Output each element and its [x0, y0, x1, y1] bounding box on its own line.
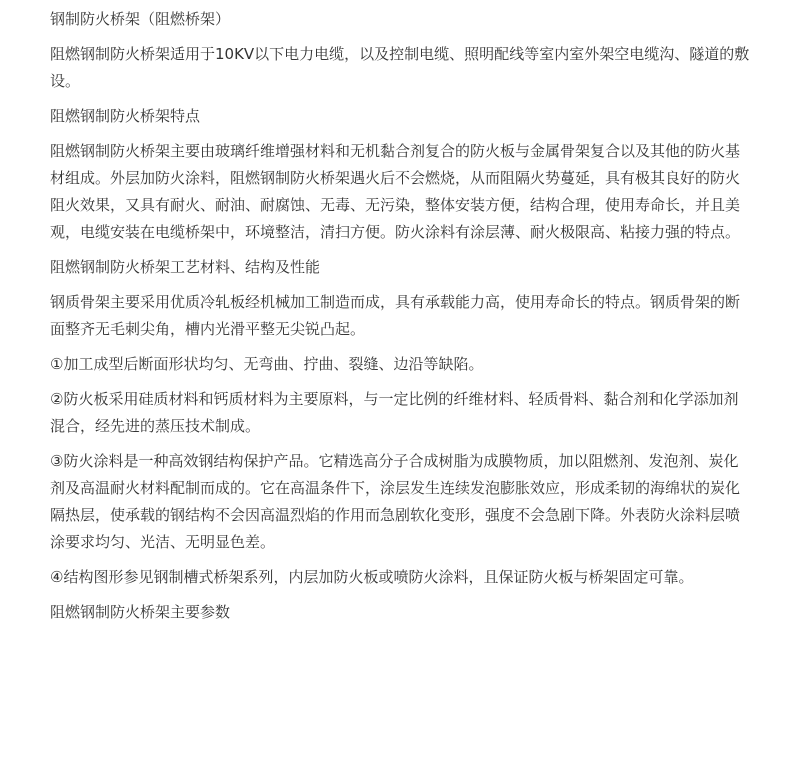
heading-materials-structure: 阻燃钢制防火桥架工艺材料、结构及性能 — [50, 258, 321, 276]
paragraph-features: 阻燃钢制防火桥架主要由玻璃纤维增强材料和无机黏合剂复合的防火板与金属骨架复合以及其他的防火基材组成。外层加防火涂料，阻燃钢制防火桥架遇火后不会燃烧，从而阻隔火势蔓延，具有极其良好的防火阻火效果，又具有耐火、耐油、耐腐蚀、无毒、无污染，整体安装方便，结构合理，使用寿命长，并且美观，电缆安装在电缆桥架中，环境整洁，清扫方便。防火涂料有涂层薄、耐火极限高、粘接力强的特点。 — [50, 142, 741, 241]
heading-product-title: 钢制防火桥架（阻燃桥架） — [50, 10, 231, 28]
heading-main-parameters: 阻燃钢制防火桥架主要参数 — [50, 603, 231, 621]
article-body — [50, 6, 750, 626]
paragraph-steel-frame: 钢质骨架主要采用优质冷轧板经机械加工制造而成，具有承载能力高，使用寿命长的特点。钢质骨架的断面整齐无毛刺尖角，槽内光滑平整无尖锐凸起。 — [50, 293, 741, 338]
list-item-1: ①加工成型后断面形状均匀、无弯曲、拧曲、裂缝、边沿等缺陷。 — [50, 355, 484, 373]
list-item-4: ④结构图形参见钢制槽式桥架系列，内层加防火板或喷防火涂料，且保证防火板与桥架固定可靠。 — [50, 568, 694, 586]
paragraph-application: 阻燃钢制防火桥架适用于10KV以下电力电缆，以及控制电缆、照明配线等室内室外架空电缆沟、隧道的敷设。 — [50, 45, 750, 90]
list-item-3: ③防火涂料是一种高效钢结构保护产品。它精选高分子合成树脂为成膜物质，加以阻燃剂、发泡剂、炭化剂及高温耐火材料配制而成的。它在高温条件下，涂层发生连续发泡膨胀效应，形成柔韧的海绵状的炭化隔热层，使承载的钢结构不会因高温烈焰的作用而急剧软化变形，强度不会急剧下降。外表防火涂料层喷涂要求均匀、光洁、无明显色差。 — [50, 452, 741, 551]
list-item-2: ②防火板采用硅质材料和钙质材料为主要原料，与一定比例的纤维材料、轻质骨料、黏合剂和化学添加剂混合，经先进的蒸压技术制成。 — [50, 390, 739, 435]
heading-features: 阻燃钢制防火桥架特点 — [50, 107, 201, 125]
